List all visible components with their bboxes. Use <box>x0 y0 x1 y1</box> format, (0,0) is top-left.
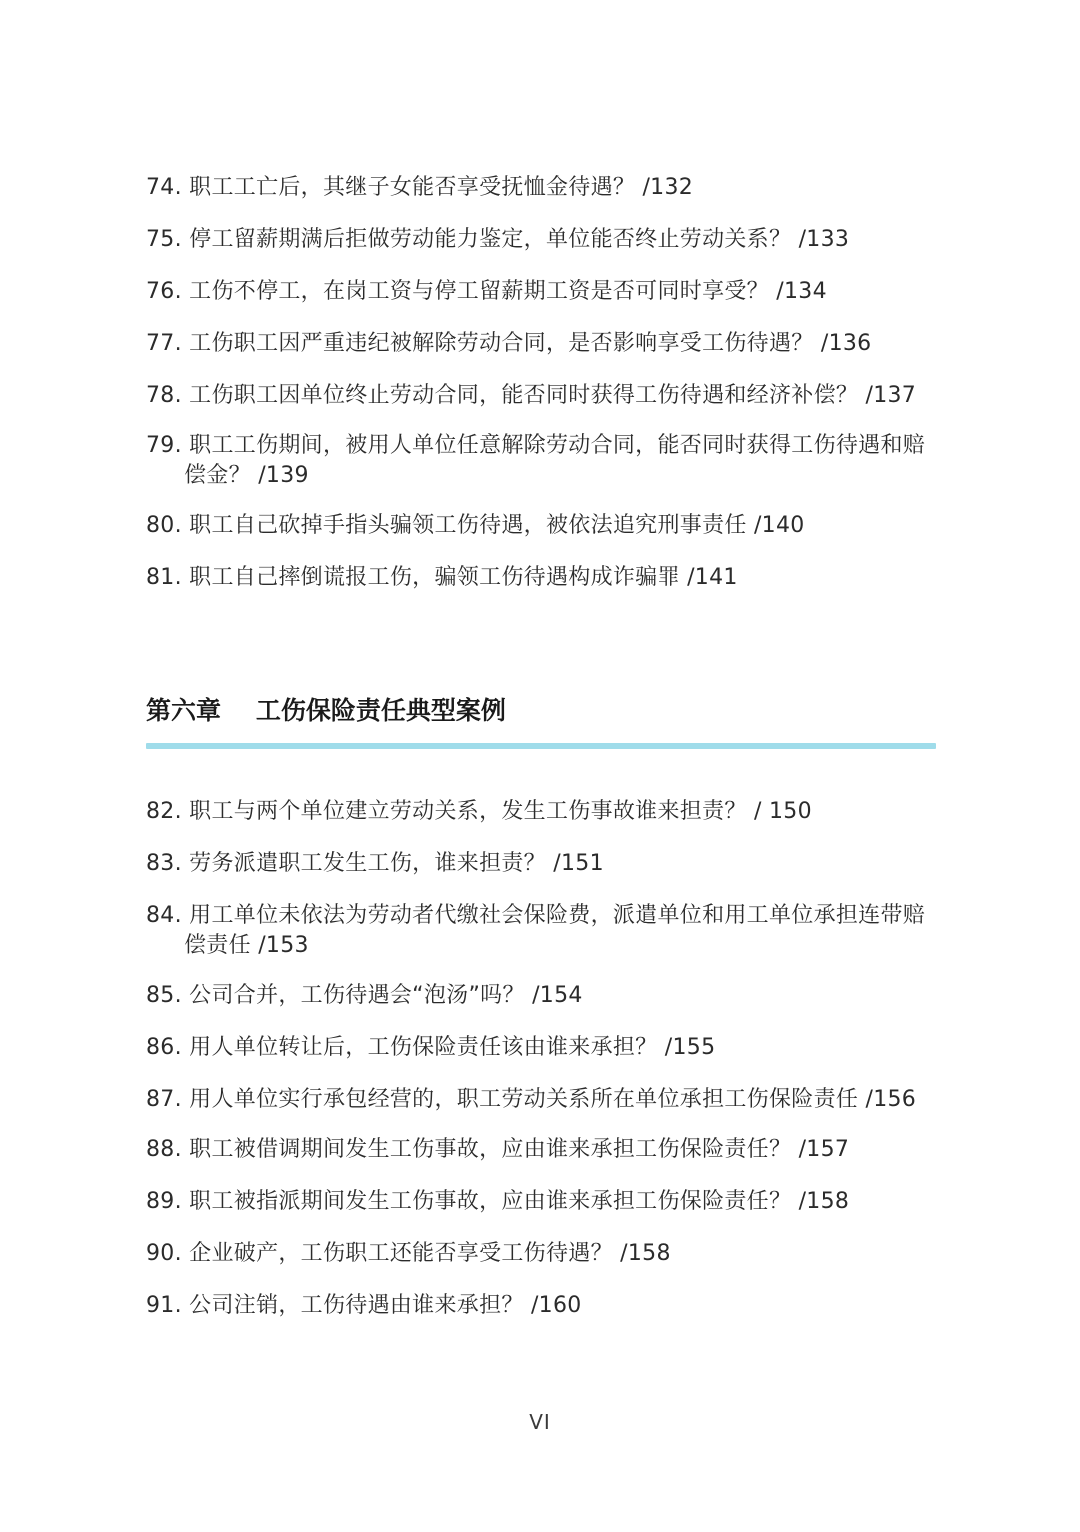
toc-entry-77: 77. 工伤职工因严重违纪被解除劳动合同，是否影响享受工伤待遇？ /136 <box>146 331 872 356</box>
toc-entry-80: 80. 职工自己砍掉手指头骗领工伤待遇，被依法追究刑事责任 /140 <box>146 513 805 538</box>
toc-entry-90: 90. 企业破产，工伤职工还能否享受工伤待遇？ /158 <box>146 1241 671 1266</box>
toc-entry-91: 91. 公司注销，工伤待遇由谁来承担？ /160 <box>146 1293 582 1318</box>
toc-section-a <box>146 173 938 615</box>
toc-entry-78: 78. 工伤职工因单位终止劳动合同，能否同时获得工伤待遇和经济补偿？ /137 <box>146 383 917 408</box>
toc-entry-89: 89. 职工被指派期间发生工伤事故，应由谁来承担工伤保险责任？ /158 <box>146 1189 850 1214</box>
toc-entry-85: 85. 公司合并，工伤待遇会“泡汤”吗？ /154 <box>146 983 583 1008</box>
toc-entry-74: 74. 职工工亡后，其继子女能否享受抚恤金待遇？ /132 <box>146 175 694 200</box>
toc-entry-86: 86. 用人单位转让后，工伤保险责任该由谁来承担？ /155 <box>146 1035 716 1060</box>
chapter-divider <box>146 743 936 749</box>
toc-entry-81: 81. 职工自己摔倒谎报工伤，骗领工伤待遇构成诈骗罪 /141 <box>146 565 738 590</box>
toc-entry-83: 83. 劳务派遣职工发生工伤，谁来担责？ /151 <box>146 851 604 876</box>
toc-entry-79: 79. 职工工伤期间，被用人单位任意解除劳动合同，能否同时获得工伤待遇和赔偿金？ /139 <box>146 433 926 488</box>
page-number: VI <box>529 1410 551 1434</box>
toc-entry-82: 82. 职工与两个单位建立劳动关系，发生工伤事故谁来担责？ / 150 <box>146 799 812 824</box>
toc-entry-84: 84. 用工单位未依法为劳动者代缴社会保险费，派遣单位和用工单位承担连带赔偿责任 /153 <box>146 903 926 958</box>
chapter-heading <box>146 693 936 749</box>
toc-entry-75: 75. 停工留薪期满后拒做劳动能力鉴定，单位能否终止劳动关系？ /133 <box>146 227 850 252</box>
toc-section-b <box>146 797 938 1343</box>
toc-entry-87: 87. 用人单位实行承包经营的，职工劳动关系所在单位承担工伤保险责任 /156 <box>146 1087 917 1112</box>
toc-entry-88: 88. 职工被借调期间发生工伤事故，应由谁来承担工伤保险责任？ /157 <box>146 1137 850 1162</box>
toc-entry-76: 76. 工伤不停工，在岗工资与停工留薪期工资是否可同时享受？ /134 <box>146 279 827 304</box>
chapter-title: 第六章 工伤保险责任典型案例 <box>146 696 506 725</box>
